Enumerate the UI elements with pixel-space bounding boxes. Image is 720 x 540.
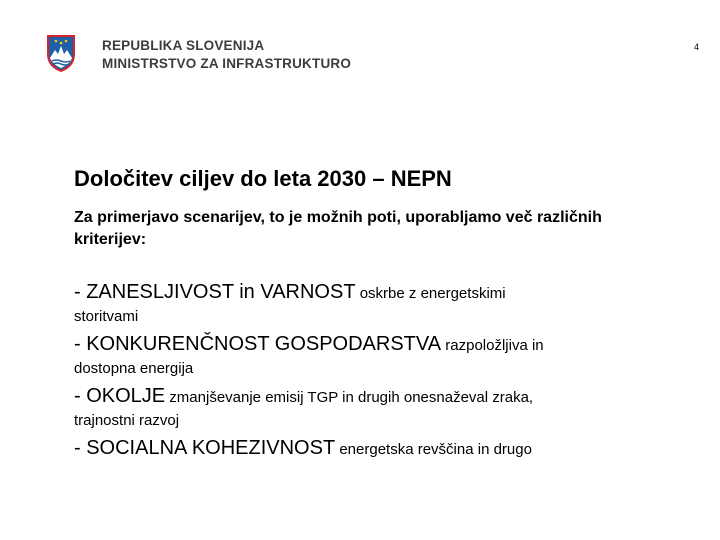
intro-text: Za primerjavo scenarijev, to je možnih poti, uporabljamo več različnih kriterijev: — [74, 209, 602, 248]
criterion-heading: - ZANESLJIVOST in VARNOST — [74, 281, 356, 303]
criteria-list — [74, 280, 694, 466]
criterion-continuation: storitvami — [74, 308, 139, 325]
criterion-description: zmanjševanje emisij TGP in drugih onesnaževal zraka, — [165, 389, 534, 406]
criterion-description: energetska revščina in drugo — [335, 441, 532, 458]
criterion-continuation: trajnostni razvoj — [74, 412, 180, 429]
criterion-description: razpoložljiva in — [441, 337, 544, 354]
criterion-heading: - KONKURENČNOST GOSPODARSTVA — [74, 333, 442, 355]
criterion-environment — [74, 384, 694, 432]
criterion-heading: - OKOLJE — [74, 385, 166, 407]
criterion-continuation: dostopna energija — [74, 360, 194, 377]
page-number: 4 — [694, 42, 700, 52]
slovenia-coat-of-arms-icon — [46, 34, 76, 72]
criterion-reliability — [74, 280, 694, 328]
ministry-name — [102, 37, 351, 73]
criterion-social-cohesion — [74, 436, 694, 462]
slide-title: Določitev ciljev do leta 2030 – NEPN — [74, 166, 452, 191]
criterion-competitiveness — [74, 332, 694, 380]
republic-name: REPUBLIKA SLOVENIJA — [102, 38, 265, 53]
criterion-heading: - SOCIALNA KOHEZIVNOST — [74, 437, 336, 459]
ministry-title: MINISTRSTVO ZA INFRASTRUKTURO — [102, 56, 352, 71]
criterion-description: oskrbe z energetskimi — [355, 285, 506, 302]
